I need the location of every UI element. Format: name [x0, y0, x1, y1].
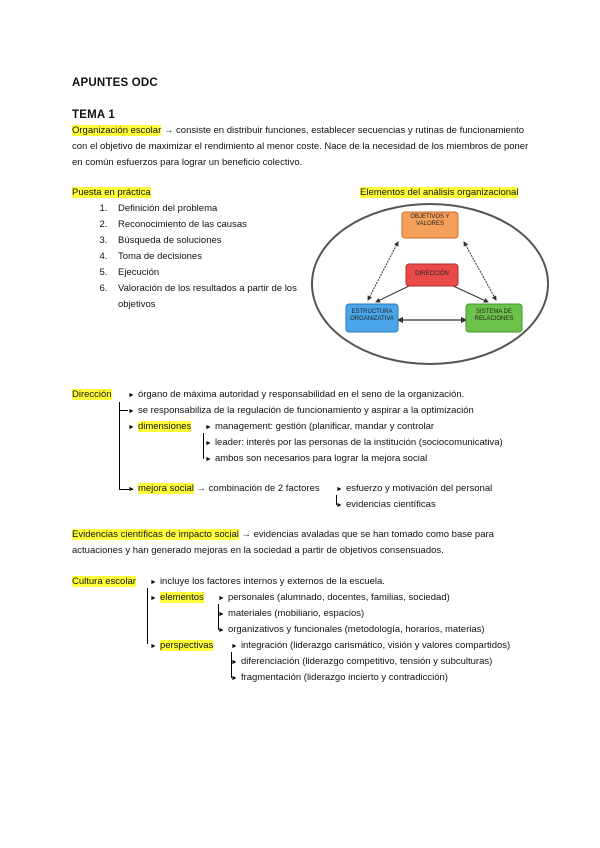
intro-text: consiste en distribuir funciones, establecer secuencias y rutinas de funcionamiento con el objetivo de maximizar el rendimiento al menor coste. Nace de la necesidad de los miembros de poner en común esfuerzos para lograr un beneficio colectivo. — [72, 125, 529, 168]
direccion-term-text: Dirección — [72, 389, 112, 400]
direccion-item-1: ► órgano de máxima autoridad y responsabilidad en el seno de la organización. — [128, 389, 465, 400]
dimensiones-label-text: dimensiones — [137, 421, 192, 432]
evidencias-paragraph — [72, 527, 532, 559]
mejora-text: combinación de 2 factores — [206, 483, 320, 494]
elementos-label-text: elementos — [159, 592, 204, 603]
evidencias-arrow: → — [241, 529, 251, 540]
perspectivas-item-3: ► fragmentación (liderazgo incierto y contradicción) — [231, 672, 448, 683]
perspectivas-label: ► perspectivas — [150, 640, 214, 651]
mejora-arrow: → — [196, 483, 207, 494]
elementos-item-3: ► organizativos y funcionales (metodología, horarios, materias) — [218, 624, 485, 635]
cultura-item-text: incluye los factores internos y externos de la escuela. — [159, 576, 385, 587]
dimensiones-item-3: ► ambos son necesarios para lograr la mejora social — [205, 453, 428, 464]
direccion-item-2: ► se responsabiliza de la regulación de funcionamiento y aspirar a la optimización — [128, 405, 474, 416]
tema-title: TEMA 1 — [72, 109, 115, 121]
intro-paragraph — [72, 123, 532, 171]
perspectivas-item-1: ► integración (liderazgo carismático, visión y valores compartidos) — [231, 640, 511, 651]
diagram-heading-text: Elementos del análisis organizacional — [360, 187, 519, 198]
direccion-term — [72, 387, 112, 403]
puesta-heading — [72, 185, 151, 201]
puesta-heading-text: Puesta en práctica — [72, 187, 151, 198]
intro-arrow: → — [163, 125, 174, 136]
perspectivas-item-2: ► diferenciación (liderazgo competitivo, tensión y subculturas) — [231, 656, 493, 667]
intro-term: Organización escolar — [72, 125, 162, 136]
list-item: 3. Búsqueda de soluciones — [110, 233, 370, 249]
evidencias-term: Evidencias científicas de impacto social — [72, 529, 239, 540]
mejora-social: ► mejora social → combinación de 2 factores — [128, 483, 320, 494]
node-estructura-label: ESTRUCTURA ORGANIZATIVA — [350, 309, 394, 322]
elementos-item-2-text: materiales (mobiliario, espacios) — [227, 608, 365, 619]
perspectivas-item-1-text: integración (liderazgo carismático, visión y valores compartidos) — [240, 640, 511, 651]
node-direccion-label: DIRECCIÓN — [415, 271, 449, 277]
dimensiones-item-2-text: leader: interés por las personas de la institución (sociocomunicativa) — [214, 437, 503, 448]
dimensiones-item-1: ► management: gestión (planificar, mandar y controlar — [205, 421, 435, 432]
document-title: APUNTES ODC — [72, 77, 158, 89]
node-objetivos-label: OBJETIVOS Y VALORES — [410, 214, 450, 227]
mejora-item-2: ► evidencias científicas — [336, 499, 436, 510]
mejora-item-1-text: esfuerzo y motivación del personal — [345, 483, 493, 494]
perspectivas-item-2-text: diferenciación (liderazgo competitivo, tensión y subculturas) — [240, 656, 493, 667]
direccion-item-1-text: órgano de máxima autoridad y responsabilidad en el seno de la organización. — [137, 389, 465, 400]
cultura-term — [72, 574, 136, 590]
perspectivas-label-text: perspectivas — [159, 640, 214, 651]
diagram-heading — [360, 185, 518, 201]
evidencias-text: evidencias avaladas que se han tomado como base para actuaciones y han generado mejoras en la sociedad a partir de objetivos consensuados. — [72, 529, 494, 556]
dimensiones-label: ► dimensiones — [128, 421, 192, 432]
dimensiones-item-3-text: ambos son necesarios para lograr la mejora social — [214, 453, 428, 464]
cultura-bracket — [147, 588, 148, 644]
cultura-term-text: Cultura escolar — [72, 576, 136, 587]
elementos-label: ► elementos — [150, 592, 204, 603]
mejora-label-text: mejora social — [137, 483, 194, 494]
list-item: 2. Reconocimiento de las causas — [110, 217, 370, 233]
elementos-item-1-text: personales (alumnado, docentes, familias, sociedad) — [227, 592, 450, 603]
dimensiones-bracket — [203, 433, 204, 459]
list-item: 1. Definición del problema — [110, 201, 370, 217]
bracket-tick — [119, 410, 128, 411]
dimensiones-item-2: ► leader: interés por las personas de la institución (sociocomunicativa) — [205, 437, 503, 448]
list-item: 6. Valoración de los resultados a partir de los objetivos — [110, 281, 298, 313]
node-sistema-label: SISTEMA DE RELACIONES — [474, 309, 514, 322]
perspectivas-item-3-text: fragmentación (liderazgo incierto y contradicción) — [240, 672, 448, 683]
elementos-item-2: ► materiales (mobiliario, espacios) — [218, 608, 365, 619]
direccion-item-2-text: se responsabiliza de la regulación de funcionamiento y aspirar a la optimización — [137, 405, 474, 416]
mejora-item-1: ► esfuerzo y motivación del personal — [336, 483, 493, 494]
dimensiones-item-1-text: management: gestión (planificar, mandar y controlar — [214, 421, 435, 432]
mejora-item-2-text: evidencias científicas — [345, 499, 436, 510]
elementos-item-3-text: organizativos y funcionales (metodología, horarios, materias) — [227, 624, 485, 635]
cultura-item: ► incluye los factores internos y externos de la escuela. — [150, 576, 385, 587]
list-item: 5. Ejecución — [110, 265, 370, 281]
direccion-bracket — [119, 402, 120, 490]
list-item: 4. Toma de decisiones — [110, 249, 370, 265]
elementos-item-1: ► personales (alumnado, docentes, familias, sociedad) — [218, 592, 450, 603]
